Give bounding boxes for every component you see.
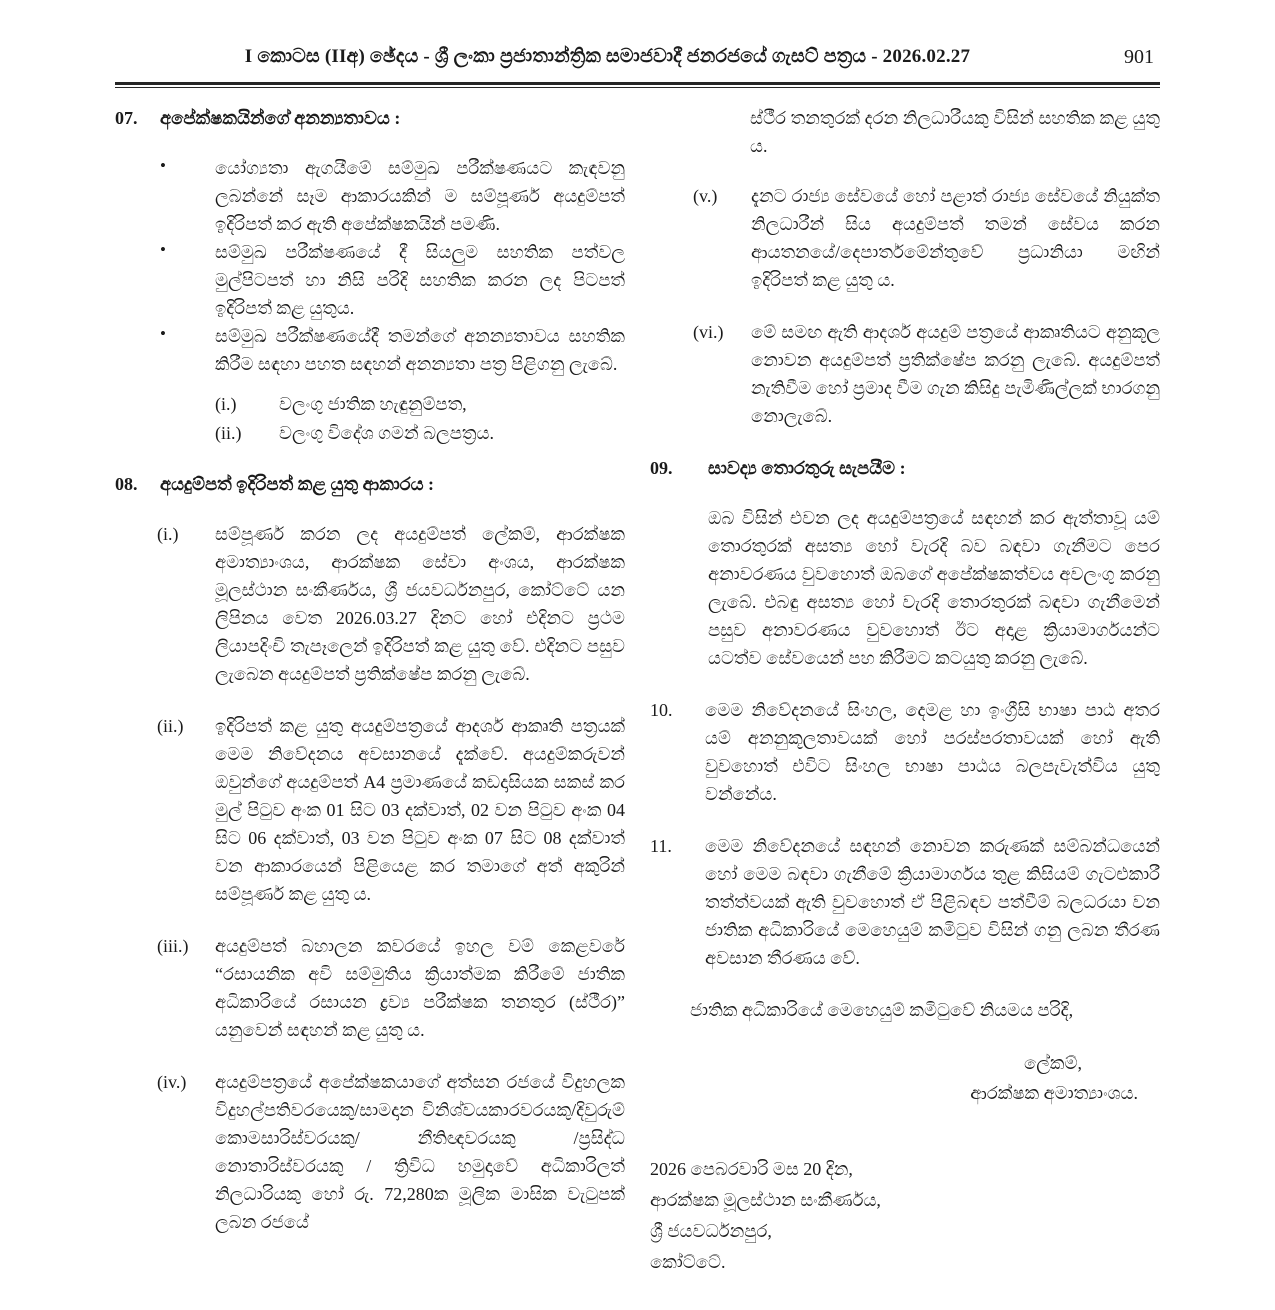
page-number: 901 [1124, 46, 1154, 68]
item-iv-continuation-text: ස්ථීර තනතුරක් දරන නිලධාරීයකු විසින් සහතික කළ යුතු ය. [750, 108, 1160, 156]
list-item [115, 520, 625, 688]
bullet-text: යෝග්‍යතා ඇගයීමේ සම්මුඛ පරීක්ෂණයට කැඳවනු ලබන්නේ සෑම ආකාරයකින් ම සම්පූර්ණ අයදුම්පත් ඉදිරිපත් කර ඇති අපේක්ෂකයින් පමණි. [215, 158, 625, 234]
bullet-icon: • [160, 156, 166, 175]
list-item [115, 1068, 625, 1236]
bullet-paragraph [115, 322, 625, 378]
right-column [650, 104, 1160, 1278]
list-item-label: (i.) [157, 524, 179, 544]
signature-block [650, 1048, 1160, 1108]
list-item-text: වලංගු ජාතික හැඳුනුම්පත, [279, 394, 467, 414]
bullet-icon: • [160, 240, 166, 259]
list-item-text: අයදුම්පත් බහාලන කවරයේ ඉහල වම් කෙළවරේ “රසායනික අවි සම්මුතිය ක්‍රියාත්මක කිරීමේ ජාතික අධිකාරියේ රසායන ද්‍රව්‍ය පරීක්ෂක තනතුර (ස්ථීර)” යනුවෙන් සඳහන් කළ යුතු ය. [215, 936, 625, 1040]
gazette-header-title: I කොටස (IIඅ) ඡේදය - ශ්‍රී ලංකා ප්‍රජාතාන්ත්‍රික සමාජවාදී ජනරජයේ ගැසට් පත්‍රය - 2026.02.27 [244, 46, 971, 67]
list-item-label: (iii.) [157, 936, 189, 956]
page-header [115, 46, 1160, 76]
section-08-title: අයදුම්පත් ඉදිරිපත් කළ යුතු ආකාරය : [160, 474, 435, 494]
list-item-label: (v.) [693, 186, 718, 206]
address-line: කෝට්ටේ. [650, 1252, 726, 1272]
section-09-title: සාවද්‍ය තොරතුරු සැපයීම : [708, 458, 906, 478]
paragraph-text: මෙම නිවේදනයේ සඳහන් නොවන කරුණක් සම්බන්ධයෙන් හෝ මෙම බඳවා ගැනීමේ ක්‍රියාමාර්ගය තුළ කිසියම් ගැටළුකාරී තත්ත්වයක් ඇති වුවහොත් ඒ පිළිබඳව පත්වීම් බලධරයා වන ජාතික අධිකාරියේ මෙහෙයුම් කමිටුව විසින් ගනු ලබන තීරණ අවසාන තීරණය වේ. [705, 836, 1160, 968]
header-divider-rule [115, 82, 1160, 88]
bullet-paragraph [115, 238, 625, 322]
list-item-label: (i.) [215, 394, 237, 414]
signatory-office: ආරක්ෂක අමාත්‍යාංශය. [970, 1083, 1138, 1103]
section-08-heading [115, 470, 625, 498]
paragraph-number: 11. [650, 836, 672, 856]
paragraph-text: මෙම නිවේදනයේ සිංහල, දෙමළ හා ඉංග්‍රීසි භාෂා පාඨ අතර යම් අනනුකූලතාවයක් හෝ පරස්පරතාවයක් හෝ ඇති වුවහොත් එවිට සිංහල භාෂා පාඨය බලපැවැත්විය යුතු වන්නේය. [705, 700, 1160, 804]
list-item-label: (ii.) [215, 423, 242, 443]
list-item [115, 932, 625, 1044]
list-item-text: සම්පූර්ණ කරන ලද අයදුම්පත් ලේකම්, ආරක්ෂක අමාත්‍යාංශය, ආරක්ෂක සේවා අංශය, ආරක්ෂක මූලස්ථාන සංකීර්ණය, ශ්‍රී ජයවර්ධනපුර, කෝට්ටේ යන ලිපිනය වෙත 2026.03.27 දිනට හෝ එදිනට ප්‍රථම ලියාපදිංචි තැපෑලෙන් ඉදිරිපත් කළ යුතු වේ. එදිනට පසුව ලැබෙන අයදුම්පත් ප්‍රතික්ෂේප කරනු ලැබේ. [215, 524, 625, 684]
section-09-number: 09. [650, 458, 673, 478]
section-07-number: 07. [115, 108, 138, 128]
list-item-text: ඉදිරිපත් කළ යුතු අයදුම්පත්‍රයේ ආදර්ශ ආකෘති පත්‍රයක් මෙම නිවේදනය අවසානයේ දැක්වේ. අයදුම්කරුවන් ඔවුන්ගේ අයදුම්පත් A4 ප්‍රමාණයේ කඩදාසියක සකස් කර මුල් පිටුව අංක 01 සිට 03 දක්වාත්, 02 වන පිටුව අංක 04 සිට 06 දක්වාත්, 03 වන පිටුව අංක 07 සිට 08 දක්වාත් වන ආකාරයෙන් පිළියෙළ කර තමාගේ අත් අකුරින් සම්පූර්ණ කළ යුතු ය. [215, 716, 625, 904]
section-09-paragraph: ඔබ විසින් එවන ලද අයදුම්පත්‍රයේ සඳහන් කර ඇත්තාවූ යම් තොරතුරක් අසත්‍ය හෝ වැරදි බව බඳවා ගැනීමට පෙර අනාවරණය වුවහොත් ඔබගේ අපේක්ෂකත්වය අවලංගු කරනු ලැබේ. එබඳු අසත්‍ය හෝ වැරදි තොරතුරක් බඳවා ගැනීමෙන් පසුව අනාවරණය වුවහොත් ඊට අදාළ ක්‍රියාමාර්ගයන්ට යටත්ව සේවයෙන් පහ කිරීමට කටයුතු කරනු ලැබේ. [708, 508, 1160, 668]
date-line: 2026 පෙබරවාරි මස 20 දින, [650, 1159, 853, 1179]
list-item-label: (ii.) [157, 716, 184, 736]
left-column [115, 104, 625, 1278]
list-item-text: දැනට රාජ්‍ය සේවයේ හෝ පළාත් රාජ්‍ය සේවයේ නියුක්ත නිලධාරීන් සිය අයදුම්පත් තමන් සේවය කරන ආයතනයේ/දෙපාර්තමේන්තුවේ ප්‍රධානියා මඟින් ඉදිරිපත් කළ යුතු ය. [751, 186, 1160, 290]
list-item-text: අයදුම්පත්‍රයේ අපේක්ෂකයාගේ අත්සන රජයේ විදුහලක විදුහල්පතිවරයෙකු/සාමදාන විනිශ්වයකාරවරයකු/දිවුරුම් කොමසාරිස්වරයකු/ නීතිඥවරයකු /ප්‍රසිද්ධ නොතාරිස්වරයකු / ත්‍රිවිධ හමුදාවේ අධිකාරිලත් නිලධාරියකු හෝ රු. 72,280ක මූලික මාසික වැටුපක් ලබන රජයේ [215, 1072, 625, 1232]
signatory-role: ලේකම්, [1023, 1053, 1082, 1073]
list-item-text: මේ සමඟ ඇති ආදර්ශ අයදුම් පත්‍රයේ ආකෘතියට අනුකූල නොවන අයදුම්පත් ප්‍රතික්ෂේප කරනු ලැබේ. අයදුම්පත් නැතිවීම හෝ ප්‍රමාද වීම ගැන කිසිදු පැමිණිල්ලක් භාරගනු නොලැබේ. [751, 322, 1160, 426]
date-place-block [650, 1154, 1160, 1278]
bullet-paragraph [115, 154, 625, 238]
section-07-bullets [115, 154, 625, 378]
address-line: ශ්‍රී ජයවර්ධනපුර, [650, 1221, 772, 1241]
numbered-paragraph-11 [650, 832, 1160, 972]
section-09-heading [650, 454, 1160, 482]
list-item [650, 318, 1160, 430]
section-08-number: 08. [115, 474, 138, 494]
bullet-icon: • [160, 324, 166, 343]
section-07-subitems [115, 390, 625, 448]
list-item [115, 419, 625, 448]
bullet-text: සම්මුඛ පරීක්ෂණයේ දී සියලුම සහතික පත්වල මුල්පිටපත් හා නිසි පරිදි සහතික කරන ලද පිටපත් ඉදිරිපත් කළ යුතුය. [215, 242, 625, 318]
list-item [115, 712, 625, 908]
list-item [650, 182, 1160, 294]
section-07-heading [115, 104, 625, 132]
list-item [115, 390, 625, 419]
two-column-body [115, 104, 1160, 1278]
list-item-text: වලංගු විදේශ ගමන් බලපත්‍රය. [279, 423, 494, 443]
paragraph-number: 10. [650, 700, 673, 720]
closing-authority-line: ජාතික අධිකාරියේ මෙහෙයුම් කමිටුවේ නියමය පරිදි, [690, 1000, 1074, 1020]
bullet-text: සම්මුඛ පරීක්ෂණයේදී තමන්ගේ අනන්‍යතාවය සහතික කිරීම සඳහා පහත සඳහන් අනන්‍යතා පත්‍ර පිළිගනු ලැබේ. [215, 326, 625, 374]
numbered-paragraph-10 [650, 696, 1160, 808]
address-line: ආරක්ෂක මූලස්ථාන සංකීර්ණය, [650, 1190, 881, 1210]
list-item-label: (iv.) [157, 1072, 187, 1092]
list-item-label: (vi.) [693, 322, 724, 342]
section-07-title: අපේක්ෂකයින්ගේ අනන්‍යතාවය : [160, 108, 401, 128]
